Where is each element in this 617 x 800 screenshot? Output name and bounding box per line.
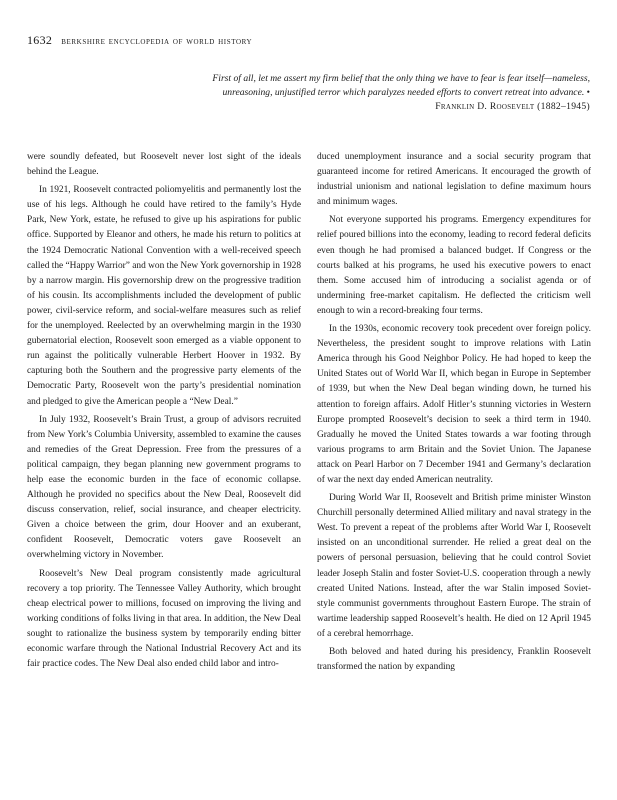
paragraph: Not everyone supported his programs. Emergency expenditures for relief poured billions into the economy, leading to record federal deficits even though he had promised a balanced budget. If Congress or the courts balked at his programs, he used his executive powers to enact them. Some accused him of introducing a socialist agenda or of undermining free-market capitalism. He deflected the criticism well enough to win a record-breaking four terms.	[317, 215, 591, 316]
book-title: berkshire encyclopedia of world history	[61, 36, 253, 47]
paragraph: During World War II, Roosevelt and British prime minister Winston Churchill personally determined Allied military and naval strategy in the West. To prevent a repeat of the problems after World War I, Roosevelt insisted on an unconditional surrender. He relied a great deal on the powers of personal persuasion, believing that he could control Soviet leader Joseph Stalin and foster Soviet-U.S. cooperation through a newly created United Nations. Instead, after the war Stalin imposed Soviet-style communist governments throughout Eastern Europe. The strain of wartime leadership sapped Roosevelt’s health. He died on 12 April 1945 of a cerebral hemorrhage.	[317, 493, 591, 639]
paragraph: Roosevelt’s New Deal program consistently made agricultural recovery a top priority. The Tennessee Valley Authority, which brought cheap electrical power to millions, focused on improving the living and working conditions of folks living in that area. In addition, the New Deal sought to rationalize the business system by temporarily ending bitter economic warfare through the National Industrial Recovery Act and its fair practice codes. The New Deal also ended child labor and intro-	[27, 568, 301, 670]
paragraph: were soundly defeated, but Roosevelt never lost sight of the ideals behind the League.	[27, 152, 301, 178]
left-column	[27, 150, 301, 780]
paragraph: In the 1930s, economic recovery took precedent over foreign policy. Nevertheless, the president sought to improve relations with Latin America through his Good Neighbor Policy. He had hoped to keep the United States out of World War II, which began in Europe in September of 1939, but when the New Deal began winding down, he turned his attention to foreign affairs. Adolf Hitler’s stunning victories in Western Europe prompted Roosevelt’s decision to seek a third term in 1940. Gradually he moved the United States towards a war footing through various programs to arm Britain and the Soviet Union. The Japanese attack on Pearl Harbor on 7 December 1941 and Germany’s declaration of war the next day ended American neutrality.	[317, 324, 591, 485]
epigraph	[200, 72, 590, 114]
paragraph: Both beloved and hated during his presidency, Franklin Roosevelt transformed the nation by expanding	[317, 647, 591, 673]
body-columns	[27, 150, 591, 780]
running-head	[27, 33, 252, 48]
epigraph-bullet: •	[586, 87, 590, 98]
paragraph: In July 1932, Roosevelt’s Brain Trust, a group of advisors recruited from New York’s Columbia University, assembled to examine the causes and remedies of the Great Depression. Free from the pressures of a political campaign, they began planning new government programs to help ease the economic burden in the face of economic collapse. Although he provided no specifics about the New Deal, Roosevelt did discuss conservation, relief, social insurance, and cheaper electricity. Given a choice between the grim, dour Hoover and an exuberant, confident Roosevelt, Democratic voters gave Roosevelt an overwhelming victory in November.	[27, 414, 301, 561]
paragraph: duced unemployment insurance and a social security program that guaranteed income for retired Americans. It encouraged the growth of industrial unionism and national legislation to define maximum hours and minimum wages.	[317, 152, 591, 208]
page-number: 1632	[27, 33, 53, 47]
right-column	[317, 150, 591, 780]
epigraph-quote: First of all, let me assert my firm belief that the only thing we have to fear is fear itself—nameless, unreasoning, unjustified terror which paralyzes needed efforts to convert retreat into advance.	[212, 73, 590, 98]
paragraph: In 1921, Roosevelt contracted poliomyelitis and permanently lost the use of his legs. Although he could have retired to the family’s Hyde Park, New York, estate, he refused to give up his aspirations for public office. Supported by Eleanor and others, he made his return to politics at the 1924 Democratic National Convention with a well-received speech called the “Happy Warrior” and won the New York governorship in 1928 by a narrow margin. His governorship drew on the progressive tradition of his cousin. Its accomplishments included the development of public power, civil-service reform, and social-welfare measures such as relief for the unemployed. Reelected by an overwhelming margin in the 1930 gubernatorial election, Roosevelt soon emerged as a viable opponent to run against the politically vulnerable Herbert Hoover in 1932. By capturing both the Southern and the progressive party elements of the Democratic Party, Roosevelt won the party’s presidential nomination and pledged to give the American people a “New Deal.”	[27, 185, 302, 407]
epigraph-attribution: Franklin D. Roosevelt (1882–1945)	[435, 101, 590, 112]
